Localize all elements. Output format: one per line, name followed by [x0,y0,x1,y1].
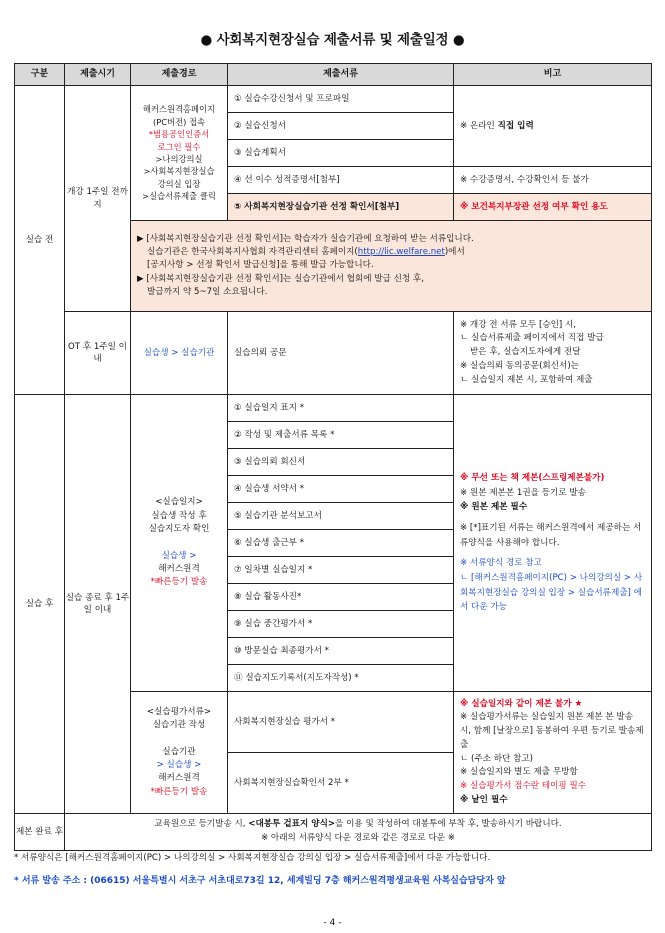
submission-table [14,63,652,851]
doc-pre-4: ④ 선 이수 성적증명서[첨부] [228,167,454,194]
footer-mailing-address: * 서류 발송 주소 : (06615) 서울특별시 서초구 서초대로73길 12, 세계빌딩 7층 해커스원격평생교육원 사복실습담당자 앞 [14,876,506,886]
category-post: 실습 후 [15,395,65,814]
doc-post-2: ② 작성 및 제출서류 목록 * [228,422,454,449]
notes-post-1: ※ 무선 또는 책 제본(스프링제본불가) ※ 원본 제본본 1권을 등기로 발송 ※ 원본 제본 필수 ※ [*]표기된 서류는 해커스원격에서 제공하는 서류양식을 사용해야 합니다. ※ 서류양식 경로 참고 ㄴ [해커스원격홈페이지(PC) > 나의강의실 > 사회복지현장실습 강의실 입장 > 실습서류제출] 에서 다운 가능 [454,395,652,692]
header-route: 제출경로 [131,64,228,86]
doc-post-3: ③ 실습의뢰 회신서 [228,449,454,476]
table-header-row [15,64,652,86]
page-number: - 4 - [323,918,342,928]
final-instructions: 교육원으로 등기발송 시, <대봉투 겉표지 양식>을 이용 및 작성하여 대봉투에 부착 후, 발송하시기 바랍니다. ※ 아래의 서류양식 다운 경로와 같은 경로로 다운 ※ [65,814,652,851]
route-pre-1: 해커스원격홈페이지 (PC버전) 접속 *범용공인인증서 로그인 필수 >나의강의실 >사회복지현장실습 강의실 입장 >실습서류제출 클릭 [131,86,228,221]
route-post-1: <실습일지> 실습생 작성 후 실습지도자 확인 실습생 > 해커스원격 *빠른등기 발송 [131,395,228,692]
category-pre: 실습 전 [15,86,65,395]
doc-post-6: ⑥ 실습생 출근부 * [228,530,454,557]
welfare-link[interactable]: http://lic.welfare.net [357,247,445,258]
header-notes: 비고 [454,64,652,86]
header-documents: 제출서류 [228,64,454,86]
route-post-2: <실습평가서류> 실습기관 작성 실습기관 > 실습생 > 해커스원격 *빠른등기 발송 [131,692,228,814]
doc-post-9: ⑨ 실습 중간평가서 * [228,611,454,638]
doc-post-4: ④ 실습생 서약서 * [228,476,454,503]
doc-pre-1: ① 실습수강신청서 및 프로파일 [228,86,454,113]
doc-post-10: ⑩ 방문실습 최종평가서 * [228,638,454,665]
timing-post: 실습 종료 후 1주일 이내 [65,395,131,814]
doc-eval-2: 사회복지현장실습확인서 2부 * [228,753,454,814]
doc-pre-5: ⑤ 사회복지현장실습기관 선정 확인서[첨부] [228,194,454,221]
doc-post-11: ⑪ 실습지도기록서(지도자작성) * [228,665,454,692]
timing-pre-2: OT 후 1주일 이내 [65,312,131,395]
doc-pre-3: ③ 실습계획서 [228,140,454,167]
note-online: ※ 온라인 직접 입력 [454,86,652,167]
doc-pre-2: ② 실습신청서 [228,113,454,140]
doc-eval-1: 사회복지현장실습 평가서 * [228,692,454,753]
footer-form-path: * 서류양식은 [해커스원격홈페이지(PC) > 나의강의실 > 사회복지현장실습 강의실 입장 > 실습서류제출]에서 다운 가능합니다. [14,853,491,863]
doc-post-1: ① 실습일지 표지 * [228,395,454,422]
note-pre-4: ※ 수강증명서, 수강확인서 등 불가 [454,167,652,194]
notes-post-2: ※ 실습일지와 같이 제본 불가 ★ ※ 실습평가서류는 실습일지 원본 제본 본 발송 시, 함께 [날장으로] 동봉하여 우편 등기로 발송제출 ㄴ (주소 하단 참고) ※ 실습일지와 별도 제출 무방함 ※ 실습평가서 점수란 테이핑 필수 ※ 낱인 필수 [454,692,652,814]
doc-post-8: ⑧ 실습 활동사진* [228,584,454,611]
route-pre-2: 실습생 > 실습기관 [131,312,228,395]
doc-post-5: ⑤ 실습기관 분석보고서 [228,503,454,530]
header-category: 구분 [15,64,65,86]
doc-ot: 실습의뢰 공문 [228,312,454,395]
timing-pre-1: 개강 1주일 전까지 [65,86,131,312]
note-pre-5: ※ 보건복지부장관 선정 여부 확인 용도 [454,194,652,221]
doc-post-7: ⑦ 일차별 실습일지 * [228,557,454,584]
notice-box: ▶ [사회복지현장실습기관 선정 확인서]는 학습자가 실습기관에 요청하여 받는 서류입니다. 실습기관은 한국사회복지사협회 자격관리센터 홈페이지(http://lic.welfare.net)에서 [공지사항 > 선정 확인서 발급신청]을 통해 발급 가능합니다. ▶ [사회복지현장실습기관 선정 확인서]는 실습기관에서 협회에 발급 신청 후, 발급까지 약 5~7일 소요됩니다. [131,221,652,312]
category-final: 제본 완료 후 [15,814,65,851]
page-title: ● 사회복지현장실습 제출서류 및 제출일정 ● [200,32,465,48]
note-ot: ※ 개강 전 서류 모두 [승인] 시, ㄴ 실습서류제출 페이지에서 직접 발급 받은 후, 실습지도자에게 전달 ※ 실습의뢰 동의공문(회신서)는 ㄴ 실습일지 제본 시, 포함하여 제출 [454,312,652,395]
header-timing: 제출시기 [65,64,131,86]
